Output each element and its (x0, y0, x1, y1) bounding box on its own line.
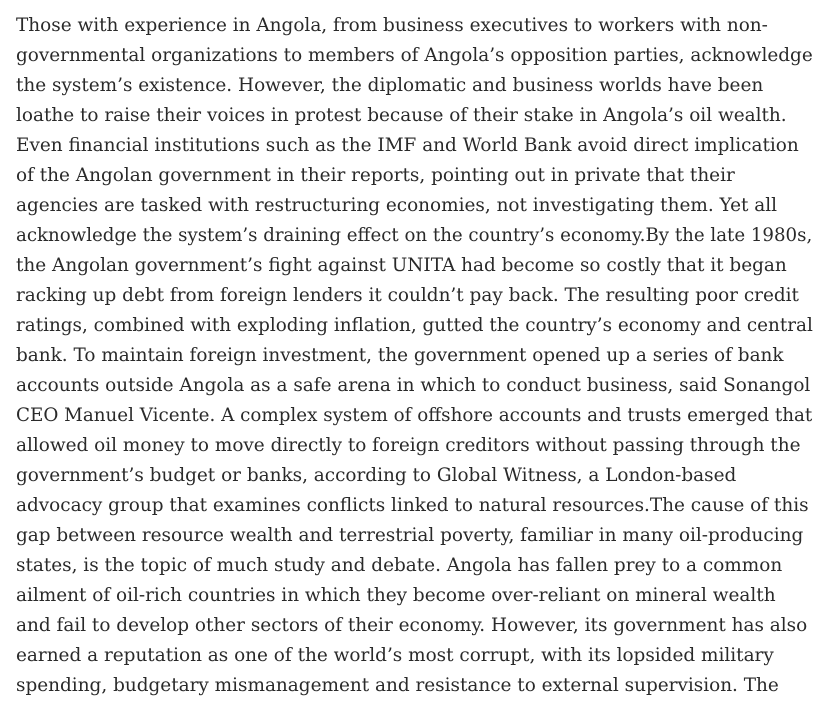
text-line: government’s budget or banks, according to Global Witness, a London-based (16, 465, 737, 486)
text-line: agencies are tasked with restructuring economies, not investigating them. Yet all (16, 195, 778, 216)
text-line: acknowledge the system’s draining effect on the country’s economy.By the late 1980s, (16, 225, 813, 246)
text-line: ailment of oil-rich countries in which they become over-reliant on mineral wealth (16, 585, 776, 606)
text-line: Even financial institutions such as the IMF and World Bank avoid direct implication (16, 135, 799, 156)
text-line: accounts outside Angola as a safe arena in which to conduct business, said Sonangol (16, 375, 811, 396)
text-line: governmental organizations to members of Angola’s opposition parties, acknowledge (16, 45, 813, 66)
text-line: earned a reputation as one of the world’s most corrupt, with its lopsided military (16, 645, 774, 666)
text-line: the Angolan government’s fight against UNITA had become so costly that it began (16, 255, 787, 276)
text-line: loathe to raise their voices in protest because of their stake in Angola’s oil wealth. (16, 105, 787, 126)
text-line: and fail to develop other sectors of their economy. However, its government has also (16, 615, 808, 636)
text-line: CEO Manuel Vicente. A complex system of offshore accounts and trusts emerged that (16, 405, 813, 426)
text-line: of the Angolan government in their reports, pointing out in private that their (16, 165, 735, 186)
text-line: advocacy group that examines conflicts linked to natural resources.The cause of this (16, 495, 809, 516)
text-line: racking up debt from foreign lenders it couldn’t pay back. The resulting poor credit (16, 285, 799, 306)
text-line: allowed oil money to move directly to foreign creditors without passing through the (16, 435, 801, 456)
text-line: gap between resource wealth and terrestrial poverty, familiar in many oil-producing (16, 525, 804, 546)
text-line: Those with experience in Angola, from business executives to workers with non- (16, 15, 768, 36)
text-line: states, is the topic of much study and debate. Angola has fallen prey to a common (16, 555, 783, 576)
text-line: ratings, combined with exploding inflation, gutted the country’s economy and central (16, 315, 813, 336)
article-body (16, 11, 815, 701)
text-line: bank. To maintain foreign investment, the government opened up a series of bank (16, 345, 784, 366)
text-line: the system’s existence. However, the diplomatic and business worlds have been (16, 75, 764, 96)
text-line: spending, budgetary mismanagement and resistance to external supervision. The (16, 675, 779, 696)
